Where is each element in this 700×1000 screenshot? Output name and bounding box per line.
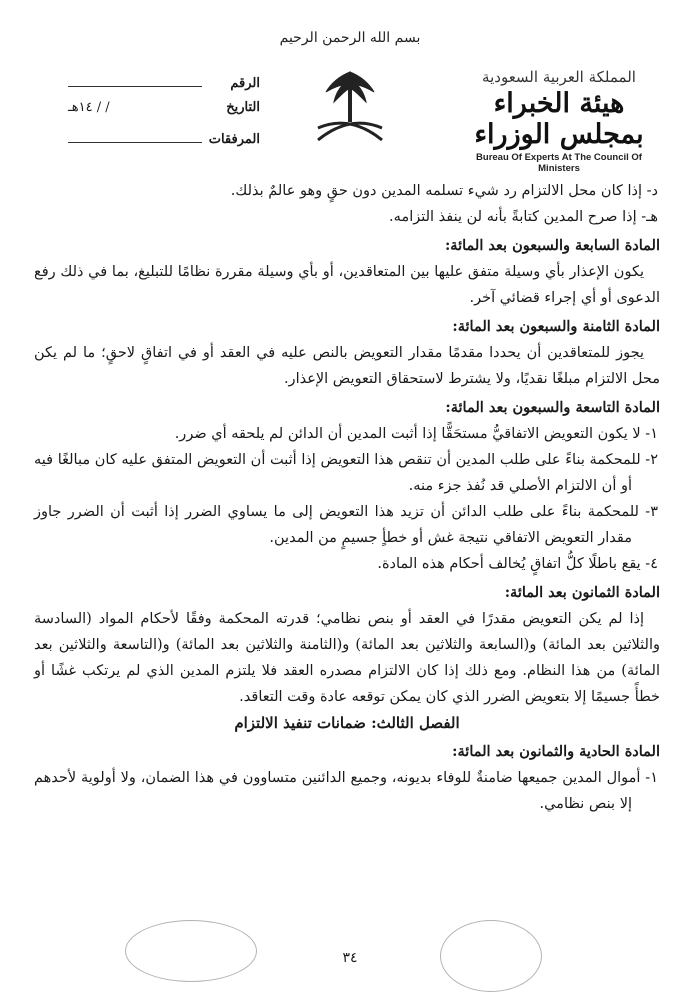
list-item: ٢- للمحكمة بناءً على طلب المدين أن تنقص هذا التعويض إذا أثبت أن التعويض المتفق عليه كان مبالغًا فيه أو أن الالتزام الأصلي قد نُفذ جزء منه. <box>34 452 658 494</box>
reference-fields <box>60 72 260 156</box>
page-number: ٣٤ <box>342 950 358 966</box>
list-item: ١- أموال المدين جميعها ضامنةٌ للوفاء بديونه، وجميع الدائنين متساوون في هذا الضمان، ولا أولوية لأحدهم إلا بنص نظامي. <box>34 770 658 812</box>
number-label: الرقم <box>230 76 260 91</box>
attachments-label: المرفقات <box>208 132 260 147</box>
organization-block <box>454 68 664 174</box>
list-item: ١- لا يكون التعويض الاتفاقيُّ مستحَقًّا إذا أثبت المدين أن الدائن لم يلحقه أي ضرر. <box>174 426 658 442</box>
article-178-heading: المادة الثامنة والسبعون بعد المائة: <box>452 318 660 335</box>
document-body <box>34 178 660 817</box>
article-181-heading: المادة الحادية والثمانون بعد المائة: <box>452 743 660 760</box>
article-177-text: يكون الإعذار بأي وسيلة متفق عليها بين المتعاقدين، أو بأي وسيلة مقررة نظامًا للتبليغ، بما في ذلك رفع الدعوى أو أي إجراء قضائي آخر. <box>34 264 660 306</box>
number-field <box>68 72 202 87</box>
attachments-field <box>68 128 202 143</box>
list-item: هـ- إذا صرح المدين كتابةً بأنه لن ينفذ التزامه. <box>389 209 658 225</box>
official-seal-stamp <box>440 920 542 992</box>
official-seal-stamp <box>125 920 257 982</box>
article-178-text: يجوز للمتعاقدين أن يحددا مقدمًا مقدار التعويض بالنص عليه في العقد أو في اتفاقٍ لاحقٍ؛ ما لم يكن محل الالتزام مبلغًا نقديًا، ولا يشترط لاستحقاق التعويض الإعذار. <box>34 345 660 387</box>
list-item: ٣- للمحكمة بناءً على طلب الدائن أن تزيد هذا التعويض إلى ما يساوي الضرر إذا أثبت أن الضرر جاوز مقدار التعويض الاتفاقي نتيجة غش أو خطأٍ جسيمٍ من المدين. <box>34 504 658 546</box>
article-179-heading: المادة التاسعة والسبعون بعد المائة: <box>445 399 660 416</box>
list-item: ٤- يقع باطلًا كلُّ اتفاقٍ يُخالف أحكام هذه المادة. <box>377 556 658 572</box>
article-180-text: إذا لم يكن التعويض مقدرًا في العقد أو بنص نظامي؛ قدرته المحكمة وفقًا لأحكام المواد (السادسة والثلاثين بعد المائة) و(السابعة والثلاثين بعد المائة) و(الثامنة والثلاثين بعد المائة) و(التاسعة والثلاثين بعد المائة) من هذا النظام. ومع ذلك إذا كان الالتزام مصدره العقد فلا يلتزم المدين الذي لم يرتكب غشًا أو خطأً جسيمًا إلا بتعويض الضرر الذي كان يمكن توقعه عادة وقت التعاقد. <box>34 611 660 705</box>
chapter-title: الفصل الثالث: ضمانات تنفيذ الالتزام <box>234 714 460 732</box>
bureau-name-english: Bureau Of Experts At The Council Of Ministers <box>476 152 642 174</box>
article-180-heading: المادة الثمانون بعد المائة: <box>504 584 660 601</box>
saudi-emblem-icon <box>300 62 400 152</box>
date-label: التاريخ <box>226 100 260 115</box>
bureau-name: هيئة الخبراء بمجلس الوزراء <box>474 88 644 150</box>
list-item: د- إذا كان محل الالتزام رد شيء تسلمه المدين دون حقٍ وهو عالمٌ بذلك. <box>230 183 658 199</box>
date-field: / / ١٤هـ <box>68 100 110 115</box>
basmala: بسم الله الرحمن الرحيم <box>279 30 421 46</box>
article-177-heading: المادة السابعة والسبعون بعد المائة: <box>444 237 660 254</box>
kingdom-name: المملكة العربية السعودية <box>482 68 636 86</box>
